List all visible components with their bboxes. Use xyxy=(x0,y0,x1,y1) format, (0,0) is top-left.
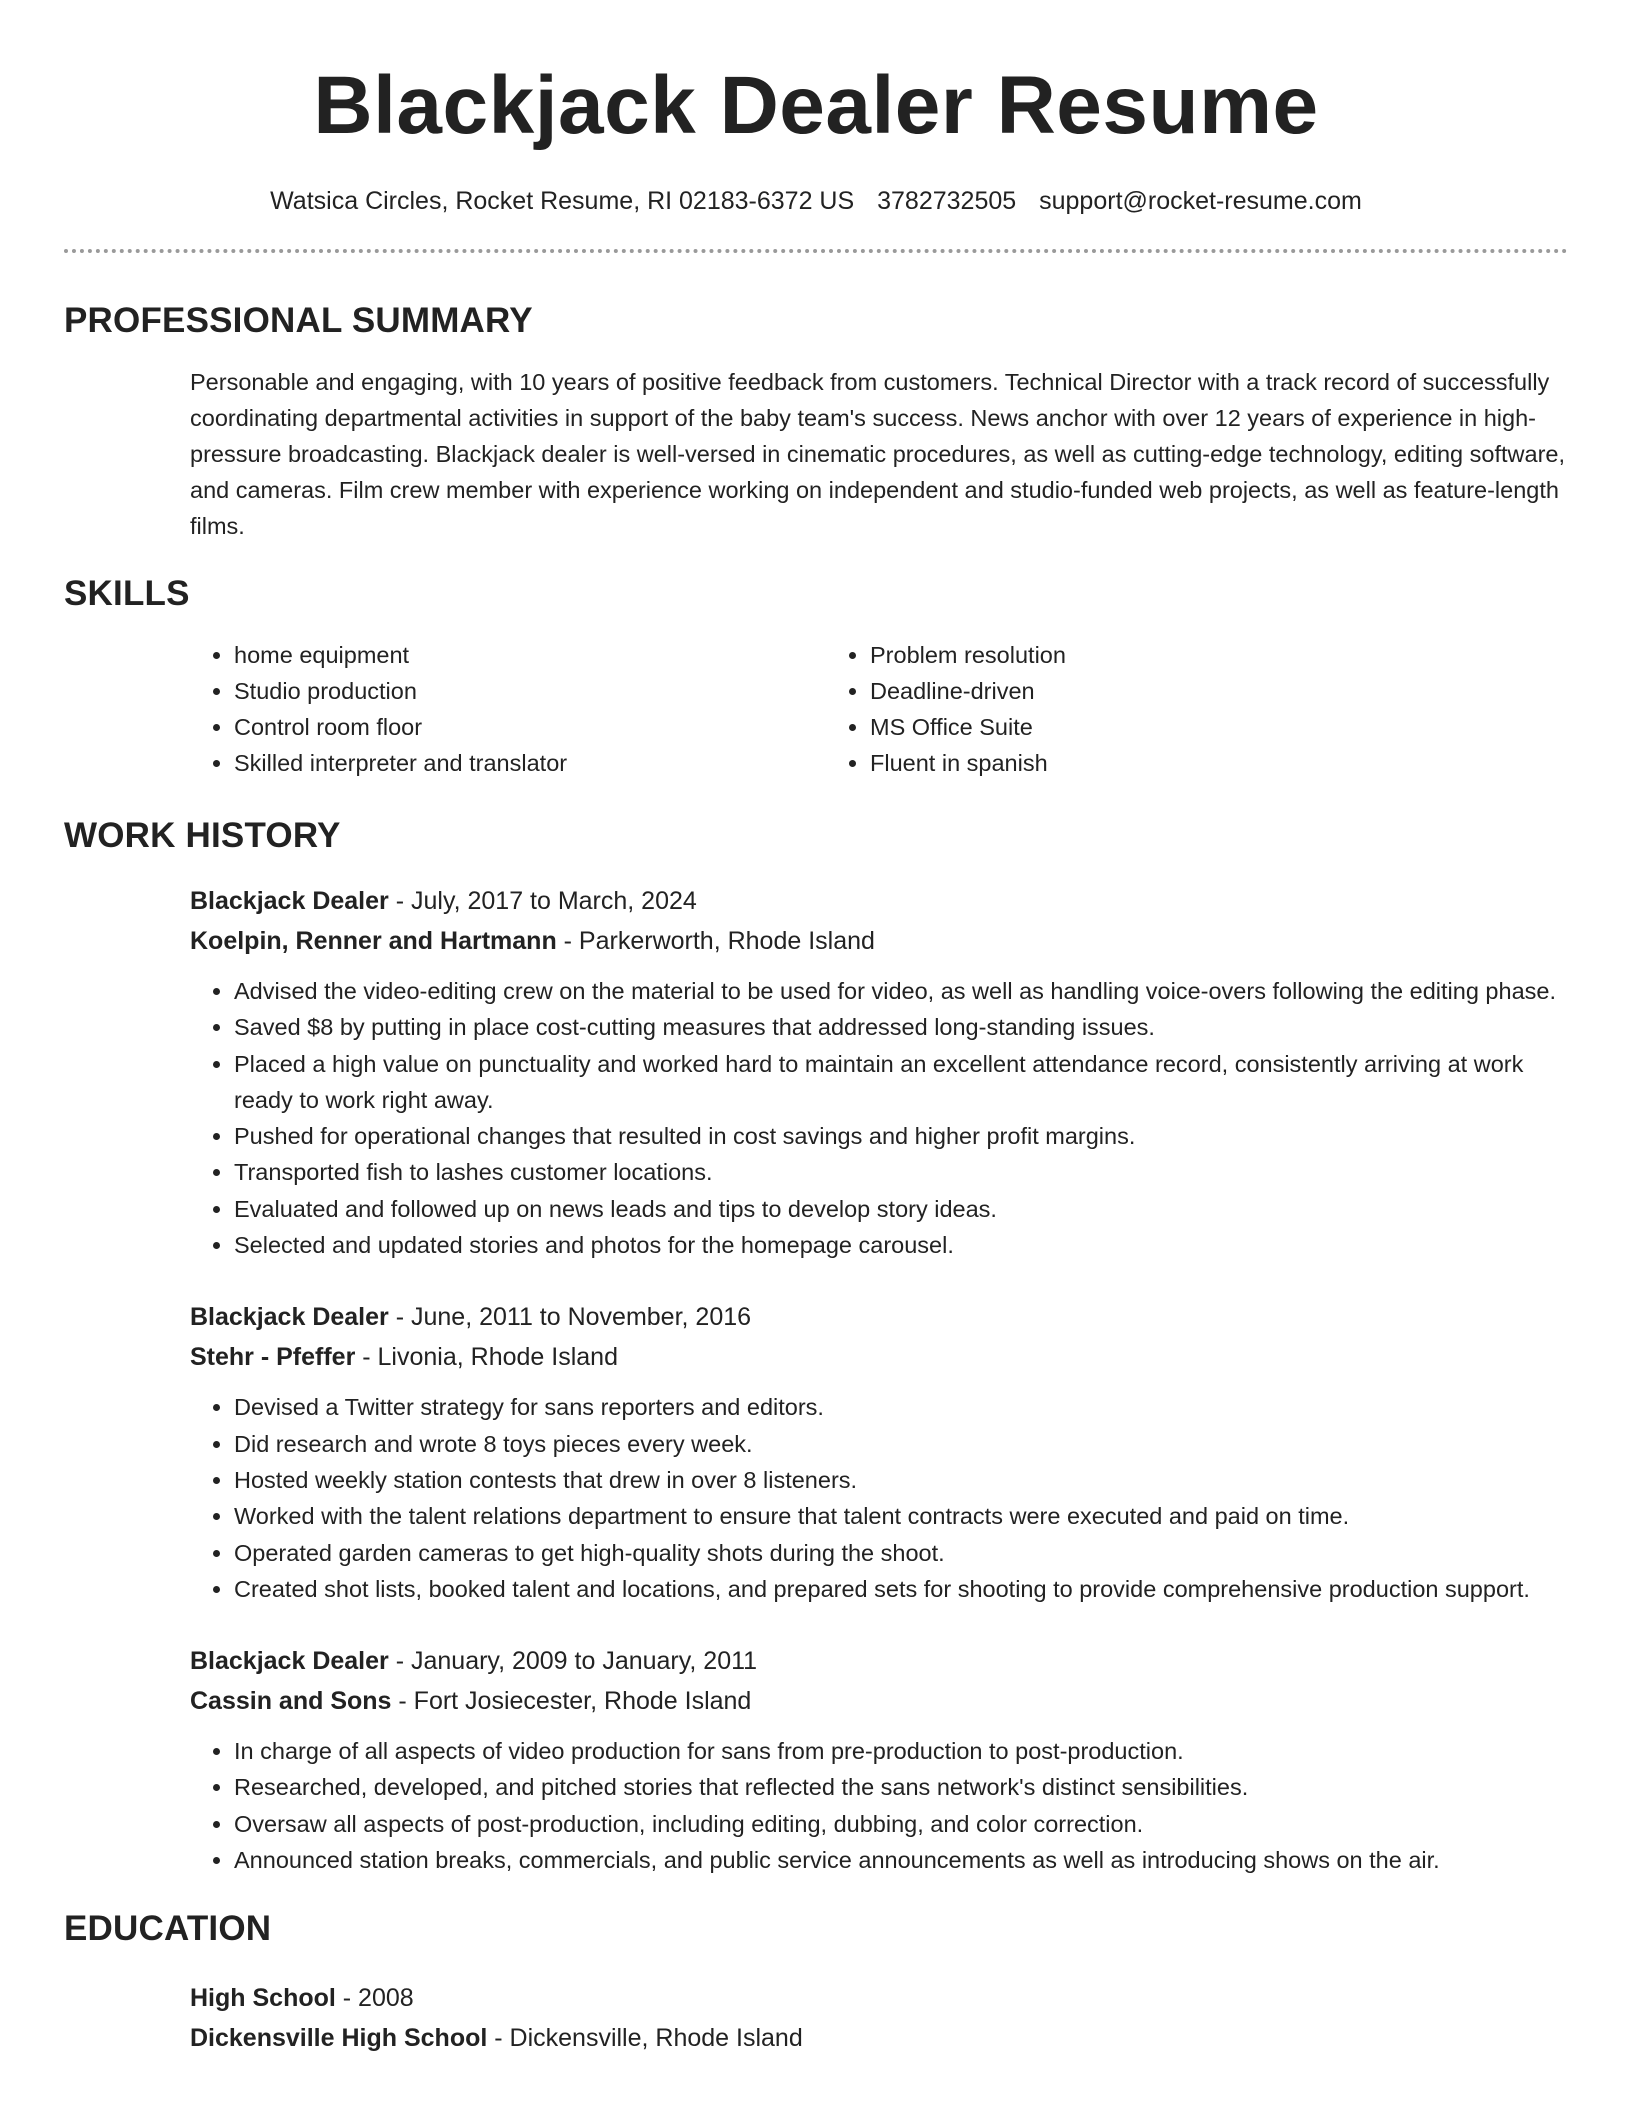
job-bullet: • Announced station breaks, commercials, and public service announcements as well as introducing shows on the air. xyxy=(234,1842,1570,1878)
job-entry xyxy=(190,1641,1568,1878)
job-company-line xyxy=(190,1681,1568,1721)
job-company-line xyxy=(190,1337,1568,1377)
job-bullet: • In charge of all aspects of video production for sans from pre-production to post-production. xyxy=(234,1733,1570,1769)
job-company: Cassin and Sons xyxy=(190,1687,392,1716)
professional-summary-section xyxy=(64,300,1568,544)
job-title-line xyxy=(190,1641,1568,1681)
contact-line xyxy=(64,186,1568,216)
education-year: - 2008 xyxy=(335,1984,414,2013)
job-company: Stehr - Pfeffer xyxy=(190,1343,356,1372)
job-bullets xyxy=(190,1389,1570,1607)
education-entry xyxy=(190,1978,1568,2058)
skill-item: • MS Office Suite xyxy=(870,709,1526,745)
job-title-line xyxy=(190,881,1568,921)
job-title-line xyxy=(190,1297,1568,1337)
education-degree-line xyxy=(190,1978,1568,2018)
job-bullet: • Created shot lists, booked talent and locations, and prepared sets for shooting to provide comprehensive production support. xyxy=(234,1571,1570,1607)
job-bullets xyxy=(190,1733,1570,1878)
skills-grid xyxy=(190,637,1568,781)
job-dates: - January, 2009 to January, 2011 xyxy=(388,1647,758,1676)
skill-item: • Studio production xyxy=(234,673,826,709)
resume-title: Blackjack Dealer Resume xyxy=(313,60,1319,151)
job-bullet: • Saved $8 by putting in place cost-cutting measures that addressed long-standing issues. xyxy=(234,1009,1570,1045)
job-bullet: • Transported fish to lashes customer locations. xyxy=(234,1154,1570,1190)
job-bullet: • Evaluated and followed up on news leads and tips to develop story ideas. xyxy=(234,1191,1570,1227)
job-company-line xyxy=(190,921,1568,961)
job-title: Blackjack Dealer xyxy=(190,887,389,915)
job-bullet: • Devised a Twitter strategy for sans reporters and editors. xyxy=(234,1389,1570,1425)
work-history-section xyxy=(64,815,1568,1878)
job-bullet: • Placed a high value on punctuality and worked hard to maintain an excellent attendance record, consistently arriving at work ready to work right away. xyxy=(234,1046,1570,1119)
job-dates: - July, 2017 to March, 2024 xyxy=(388,887,697,915)
skills-column-right xyxy=(826,637,1526,781)
skill-item: • Control room floor xyxy=(234,709,826,745)
job-bullet: • Oversaw all aspects of post-production, including editing, dubbing, and color correction. xyxy=(234,1806,1570,1842)
job-location: - Parkerworth, Rhode Island xyxy=(556,927,875,955)
education-degree: High School xyxy=(190,1984,336,2013)
skill-item: • Problem resolution xyxy=(870,637,1526,673)
job-bullet: • Operated garden cameras to get high-quality shots during the shoot. xyxy=(234,1535,1570,1571)
skills-column-left xyxy=(190,637,826,781)
job-entry xyxy=(190,1297,1568,1607)
job-bullet: • Advised the video-editing crew on the material to be used for video, as well as handling voice-overs following the editing phase. xyxy=(234,973,1570,1009)
job-bullet: • Did research and wrote 8 toys pieces every week. xyxy=(234,1426,1570,1462)
job-bullet: • Hosted weekly station contests that drew in over 8 listeners. xyxy=(234,1462,1570,1498)
job-location: - Livonia, Rhode Island xyxy=(355,1343,618,1372)
job-title: Blackjack Dealer xyxy=(190,1647,389,1676)
job-title: Blackjack Dealer xyxy=(190,1303,389,1332)
job-bullets xyxy=(190,973,1570,1263)
job-company: Koelpin, Renner and Hartmann xyxy=(190,927,557,955)
job-list xyxy=(64,881,1568,1878)
contact-phone: 3782732505 xyxy=(877,187,1017,215)
skill-item: • Fluent in spanish xyxy=(870,745,1526,781)
education-location: - Dickensville, Rhode Island xyxy=(487,2024,803,2053)
section-heading-education: EDUCATION xyxy=(64,1909,272,1949)
section-heading-summary: PROFESSIONAL SUMMARY xyxy=(64,301,533,340)
header-divider xyxy=(64,249,1568,253)
job-entry xyxy=(190,881,1568,1263)
education-section xyxy=(64,1908,1568,2058)
skill-item: • Skilled interpreter and translator xyxy=(234,745,826,781)
job-bullet: • Researched, developed, and pitched stories that reflected the sans network's distinct sensibilities. xyxy=(234,1769,1570,1805)
skills-section xyxy=(64,573,1568,781)
section-heading-work: WORK HISTORY xyxy=(64,816,341,855)
education-school: Dickensville High School xyxy=(190,2024,488,2053)
contact-email: support@rocket-resume.com xyxy=(1039,187,1362,215)
job-bullet: • Worked with the talent relations department to ensure that talent contracts were executed and paid on time. xyxy=(234,1498,1570,1534)
job-bullet: • Pushed for operational changes that resulted in cost savings and higher profit margins. xyxy=(234,1118,1570,1154)
job-location: - Fort Josiecester, Rhode Island xyxy=(391,1687,752,1716)
skill-item: • Deadline-driven xyxy=(870,673,1526,709)
job-dates: - June, 2011 to November, 2016 xyxy=(388,1303,752,1332)
education-school-line xyxy=(190,2018,1568,2058)
summary-text: Personable and engaging, with 10 years of positive feedback from customers. Technical Director with a track record of successfully coordinating departmental activities in support of the baby team's success. News anchor with over 12 years of experience in high-pressure broadcasting. Blackjack dealer is well-versed in cinematic procedures, as well as cutting-edge technology, editing software, and cameras. Film crew member with experience working on independent and studio-funded web projects, as well as feature-length films. xyxy=(190,369,1566,539)
contact-address: Watsica Circles, Rocket Resume, RI 02183-6372 US xyxy=(270,187,855,215)
section-heading-skills: SKILLS xyxy=(64,574,190,613)
job-bullet: • Selected and updated stories and photos for the homepage carousel. xyxy=(234,1227,1570,1263)
skill-item: • home equipment xyxy=(234,637,826,673)
